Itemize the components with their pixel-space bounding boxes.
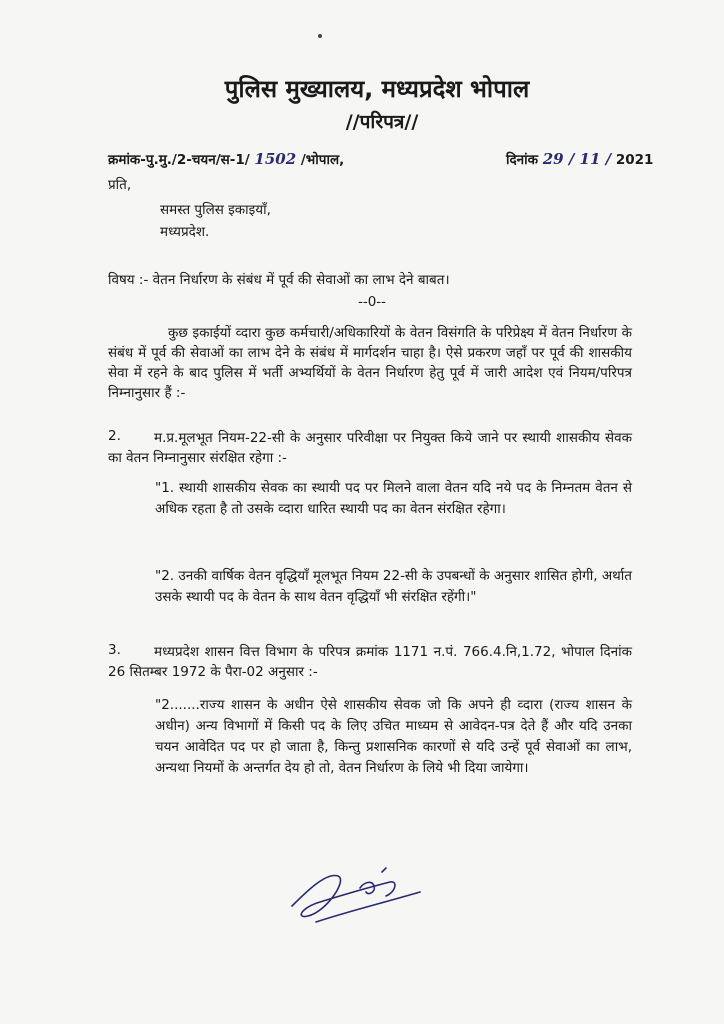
date-label: दिनांक	[506, 152, 539, 168]
reference-city: /भोपाल,	[300, 152, 345, 168]
reference-date	[506, 150, 653, 168]
recipient-line2: मध्यप्रदेश.	[160, 224, 210, 240]
circular-label: //परिपत्र//	[345, 111, 419, 133]
intro-paragraph: कुछ इकाईयों व्दारा कुछ कर्मचारी/अधिकारियों के वेतन विसंगति के परिप्रेक्ष्य में वेतन निर्धारण के संबंध में पूर्व की सेवाओं का लाभ देने के संबंध में मार्गदर्शन चाहा है। ऐसे प्रकरण जहाँ पर पूर्व की शासकीय सेवा में रहने के बाद पुलिस में भर्ती अभ्यर्थियों के वेतन निर्धारण हेतु पूर्व में जारी आदेश एवं नियम/परिपत्र निम्नानुसार हैं :-	[108, 325, 632, 401]
subject-label: विषय :-	[108, 272, 149, 288]
quote-2: "2. उनकी वार्षिक वेतन वृद्धियाँ मूलभूत नियम 22-सी के उपबन्धों के अनुसार शासित होगी, अर्थात उसके स्थायी पद के वेतन के साथ वेतन वृद्धियाँ भी संरक्षित रहेंगी।"	[155, 568, 632, 605]
reference-number	[108, 150, 344, 168]
date-year: 2021	[615, 152, 654, 168]
quote-3: "2.......राज्य शासन के अधीन ऐसे शासकीय सेवक जो कि अपने ही व्दारा (राज्य शासन के अधीन) अन्य विभागों में किसी पद के लिए उचित माध्यम से आवेदन-पत्र देते हैं और यदि उनका चयन आवेदित पद पर हो जाता है, किन्तु प्रशासनिक कारणों से यदि उन्हें पूर्व सेवाओं का लाभ, अन्यथा नियमों के अन्तर्गत देय हो तो, वेतन निर्धारण के लिये भी दिया जायेगा।	[155, 697, 632, 776]
recipient-line1: समस्त पुलिस इकाइयाँ,	[160, 202, 271, 218]
handwritten-number: 1502	[254, 150, 297, 168]
paragraph-2-number: 2.	[108, 428, 121, 444]
letterhead-title: पुलिस मुख्यालय, मध्यप्रदेश भोपाल	[224, 75, 530, 103]
paragraph-3-number: 3.	[108, 642, 121, 658]
separator: --0--	[357, 294, 387, 310]
paragraph-2-text: म.प्र.मूलभूत नियम-22-सी के अनुसार परिवीक्षा पर नियुक्त किये जाने पर स्थायी शासकीय सेवक का वेतन निम्नानुसार संरक्षित रहेगा :-	[108, 430, 632, 466]
recipient-to: प्रति,	[108, 177, 132, 193]
scan-speck	[318, 34, 322, 38]
subject-text: वेतन निर्धारण के संबंध में पूर्व की सेवाओं का लाभ देने बाबत।	[152, 272, 450, 288]
handwritten-date: 29 / 11 /	[542, 150, 612, 168]
reference-prefix: क्रमांक-पु.मु./2-चयन/स-1/	[108, 152, 250, 168]
paragraph-3-text: मध्यप्रदेश शासन वित्त विभाग के परिपत्र क्रमांक 1171 न.पं. 766.4.नि,1.72, भोपाल दिनांक 26 सितम्बर 1972 के पैरा-02 अनुसार :-	[108, 644, 632, 680]
subject-line	[108, 270, 450, 288]
signature-icon	[286, 862, 426, 932]
quote-1: "1. स्थायी शासकीय सेवक का स्थायी पद पर मिलने वाला वेतन यदि नये पद के निम्नतम वेतन से अधिक रहता है तो उसके व्दारा धारित स्थायी पद का वेतन संरक्षित रहेगा।	[155, 480, 632, 517]
